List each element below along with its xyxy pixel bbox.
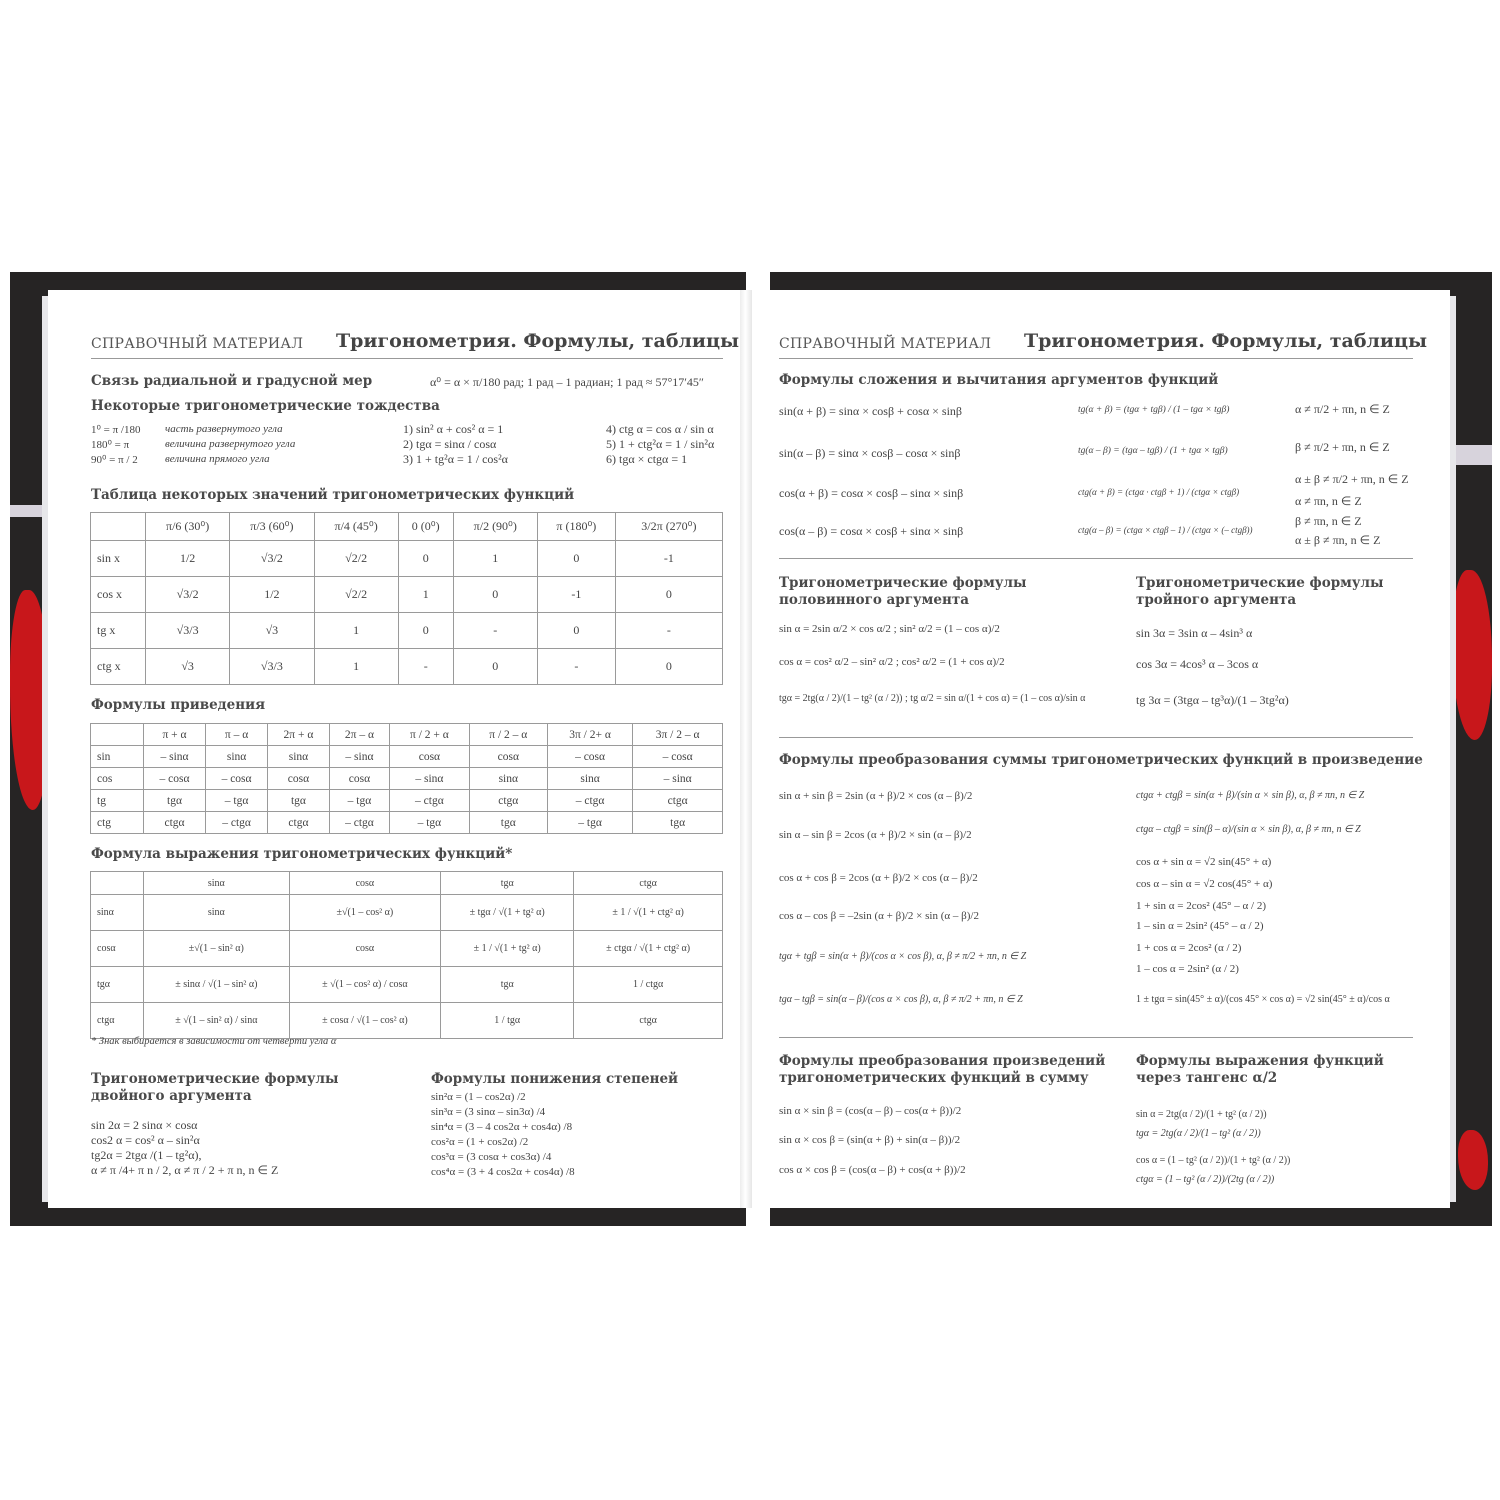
half-line-2: tgα = 2tg(α / 2)/(1 – tg² (α / 2)) ; tg α/2 = sin α/(1 + cos α) = (1 – cos α)/sin α [779, 693, 1086, 704]
reduction-table-body-cell: cos [91, 768, 144, 790]
rule-after-sum [779, 1037, 1413, 1038]
left-header-rule [91, 358, 723, 359]
reduction-table-body-row [91, 812, 723, 834]
reduction-table-body-cell: – ctgα [206, 812, 268, 834]
reduction-table-header-cell: 3π / 2 – α [633, 724, 723, 746]
addition-left-0: sin(α + β) = sinα × cosβ + cosα × sinβ [779, 404, 963, 418]
sum-right-3: cos α – sin α = √2 cos(45° + α) [1136, 878, 1273, 890]
deg-eq-1: 180⁰ = π [91, 439, 130, 451]
reduction-table-body-cell: cosα [390, 746, 470, 768]
values-table-body-cell: √3/2 [146, 577, 230, 613]
values-table-body-cell: 0 [398, 613, 453, 649]
values-table-header-cell: 3/2π (270⁰) [615, 513, 722, 541]
rule-after-half [779, 737, 1413, 738]
addition-mid-3: ctg(α – β) = (ctgα × ctgβ – 1) / (ctgα × (– ctgβ)) [1078, 525, 1253, 535]
values-table-body-row [91, 613, 723, 649]
reduction-table-body-cell: ctgα [633, 790, 723, 812]
addition-cond-1: β ≠ π/2 + πn, n ∈ Z [1295, 440, 1390, 454]
right-header-rule [779, 358, 1413, 359]
values-table [90, 512, 723, 685]
reduction-table-body-cell: tgα [633, 812, 723, 834]
values-table-body-cell: 0 [615, 577, 722, 613]
prod-line-1: sin α × cos β = (sin(α + β) + sin(α – β))/2 [779, 1134, 961, 1146]
expr-title: Формула выражения тригонометрических функций* [91, 846, 513, 862]
values-table-header-cell: π (180⁰) [537, 513, 615, 541]
sum-left-1: sin α – sin β = 2cos (α + β)/2 × sin (α – β)/2 [779, 829, 972, 841]
expr-table-body-cell: ± sinα / √(1 – sin² α) [144, 967, 290, 1003]
tan-line-1: tgα = 2tg(α / 2)/(1 – tg² (α / 2)) [1136, 1128, 1261, 1139]
deg-desc-0: часть развернутого угла [165, 423, 283, 435]
expr-table-body-cell: 1 / ctgα [574, 967, 723, 1003]
reduction-table-body-cell: sinα [206, 746, 268, 768]
reduction-table [90, 723, 723, 834]
values-table-body-cell: 1 [453, 541, 537, 577]
values-table-header-cell: π/6 (30⁰) [146, 513, 230, 541]
sum-right-8: 1 ± tgα = sin(45° ± α)/(cos 45° × cos α) = √2 sin(45° ± α)/cos α [1136, 994, 1390, 1005]
prod-line-0: sin α × sin β = (cos(α – β) – cos(α + β))/2 [779, 1105, 962, 1117]
values-table-body-cell: 0 [453, 649, 537, 685]
sum-left-3: cos α – cos β = –2sin (α + β)/2 × sin (α – β)/2 [779, 910, 979, 922]
values-table-body-cell: - [398, 649, 453, 685]
expr-table-header-row [91, 872, 723, 895]
expr-table [90, 871, 723, 1039]
expr-table-body-cell: ctgα [574, 1003, 723, 1039]
reduction-table-body-cell: – ctgα [329, 812, 389, 834]
values-table-body-cell: √3 [146, 649, 230, 685]
values-table-body-row [91, 577, 723, 613]
reduction-table-body-row [91, 790, 723, 812]
expr-table-body-row [91, 967, 723, 1003]
values-table-body-cell: 0 [615, 649, 722, 685]
reduction-table-body-cell: – sinα [329, 746, 389, 768]
reduction-table-body-cell: – tgα [547, 812, 632, 834]
triple-title-line2: тройного аргумента [1136, 592, 1297, 608]
expr-table-header-cell: cosα [289, 872, 440, 895]
tan-line-0: sin α = 2tg(α / 2)/(1 + tg² (α / 2)) [1136, 1109, 1267, 1120]
power-title: Формулы понижения степеней [431, 1071, 679, 1087]
values-table-body-cell: 0 [537, 541, 615, 577]
values-table-body-cell: 0 [537, 613, 615, 649]
values-table-body-cell: -1 [537, 577, 615, 613]
reduction-table-body-cell: tg [91, 790, 144, 812]
prod-line-2: cos α × cos β = (cos(α – β) + cos(α + β))/2 [779, 1164, 966, 1176]
reduction-table-body-cell: – tgα [329, 790, 389, 812]
expr-table-body-cell: ± tgα / √(1 + tg² α) [441, 895, 574, 931]
deg-desc-2: величина прямого угла [165, 453, 270, 465]
prod-title-line2: тригонометрических функций в сумму [779, 1070, 1089, 1086]
identity-1: 1) sin² α + cos² α = 1 [403, 422, 504, 436]
sum-left-0: sin α + sin β = 2sin (α + β)/2 × cos (α – β)/2 [779, 790, 973, 802]
sum-right-6: 1 + cos α = 2cos² (α / 2) [1136, 942, 1242, 954]
addition-cond-2: α ± β ≠ π/2 + πn, n ∈ Z [1295, 472, 1409, 486]
addition-cond-4: β ≠ πn, n ∈ Z [1295, 514, 1362, 528]
reduction-table-body-cell: ctgα [268, 812, 330, 834]
addition-cond-5: α ± β ≠ πn, n ∈ Z [1295, 533, 1381, 547]
addition-left-2: cos(α + β) = cosα × cosβ – sinα × sinβ [779, 486, 964, 500]
tan-line-3: ctgα = (1 – tg² (α / 2))/(2tg (α / 2)) [1136, 1174, 1275, 1185]
reduction-table-body-cell: – cosα [144, 768, 206, 790]
cover-edge-right [1452, 445, 1492, 465]
expr-table-body-cell: cosα [289, 931, 440, 967]
power-line-0: sin²α = (1 – cos2α) /2 [431, 1091, 526, 1103]
values-table-body-cell: √2/2 [314, 577, 398, 613]
values-table-body-cell: ctg x [91, 649, 146, 685]
values-table-body-cell: √3/3 [230, 649, 314, 685]
reduction-table-header-cell: π / 2 + α [390, 724, 470, 746]
power-line-3: cos²α = (1 + cos2α) /2 [431, 1136, 529, 1148]
expr-table-body-cell: sinα [144, 895, 290, 931]
expr-table-body-cell: ± cosα / √(1 – cos² α) [289, 1003, 440, 1039]
values-table-body-cell: 1 [398, 577, 453, 613]
values-table-body-cell: √3/3 [146, 613, 230, 649]
values-table-body-cell: - [453, 613, 537, 649]
double-title-line1: Тригонометрические формулы [91, 1071, 339, 1087]
reduction-table-body-cell: tgα [268, 790, 330, 812]
reduction-table-body-cell: sinα [547, 768, 632, 790]
values-table-body-cell: 1 [314, 613, 398, 649]
sum-right-1: ctgα – ctgβ = sin(β – α)/(sin α × sin β), α, β ≠ πn, n ∈ Z [1136, 824, 1361, 835]
values-table-body-cell: √2/2 [314, 541, 398, 577]
expr-table-body-row [91, 895, 723, 931]
addition-left-3: cos(α – β) = cosα × cosβ + sinα × sinβ [779, 524, 964, 538]
expr-table-body-cell: ±√(1 – sin² α) [144, 931, 290, 967]
double-line-2: tg2α = 2tgα /(1 – tg²α), [91, 1148, 202, 1162]
reduction-table-body-cell: – tgα [390, 812, 470, 834]
expr-table-body-cell: ± √(1 – sin² α) / sinα [144, 1003, 290, 1039]
reduction-table-header-cell: π – α [206, 724, 268, 746]
reduction-table-body-row [91, 768, 723, 790]
expr-table-body-cell: sinα [91, 895, 144, 931]
values-table-header-cell: π/2 (90⁰) [453, 513, 537, 541]
values-table-body-cell: 1/2 [230, 577, 314, 613]
power-line-4: cos³α = (3 cosα + cos3α) /4 [431, 1151, 552, 1163]
book-spine [740, 290, 752, 1208]
values-table-header-cell: π/4 (45⁰) [314, 513, 398, 541]
deg-desc-1: величина развернутого угла [165, 438, 296, 450]
half-title-line1: Тригонометрические формулы [779, 575, 1027, 591]
reduction-table-body-cell: sinα [268, 746, 330, 768]
expr-table-body-cell: tgα [91, 967, 144, 1003]
reduction-table-body-cell: – cosα [547, 746, 632, 768]
reduction-table-body-cell: – sinα [144, 746, 206, 768]
identity-5: 5) 1 + ctg²α = 1 / sin²α [606, 437, 715, 451]
values-table-body-cell: √3 [230, 613, 314, 649]
power-line-1: sin³α = (3 sinα – sin3α) /4 [431, 1106, 546, 1118]
double-line-0: sin 2α = 2 sinα × cosα [91, 1118, 198, 1132]
double-line-1: cos2 α = cos² α – sin²α [91, 1133, 200, 1147]
expr-table-header-cell [91, 872, 144, 895]
values-table-header-cell: 0 (0⁰) [398, 513, 453, 541]
values-table-body-cell: √3/2 [230, 541, 314, 577]
reduction-table-body-cell: – cosα [206, 768, 268, 790]
sum-right-4: 1 + sin α = 2cos² (45° – α / 2) [1136, 900, 1267, 912]
values-table-header-cell [91, 513, 146, 541]
reduction-title: Формулы приведения [91, 697, 266, 713]
reduction-table-body-cell: tgα [144, 790, 206, 812]
radian-formula: α⁰ = α × π/180 рад; 1 рад – 1 радиан; 1 рад ≈ 57°17′45″ [430, 375, 704, 389]
power-line-5: cos⁴α = (3 + 4 cos2α + cos4α) /8 [431, 1166, 575, 1178]
addition-mid-2: ctg(α + β) = (ctgα · ctgβ + 1) / (ctgα × ctgβ) [1078, 487, 1240, 497]
reduction-table-body-cell: – tgα [206, 790, 268, 812]
double-title-line2: двойного аргумента [91, 1088, 252, 1104]
values-table-body-cell: cos x [91, 577, 146, 613]
values-table-body-row [91, 541, 723, 577]
reduction-table-body-cell: sinα [469, 768, 547, 790]
values-table-body-cell: 0 [453, 577, 537, 613]
triple-line-2: tg 3α = (3tgα – tg³α)/(1 – 3tg²α) [1136, 693, 1289, 707]
sum-right-7: 1 – cos α = 2sin² (α / 2) [1136, 963, 1239, 975]
reduction-table-header-cell: π + α [144, 724, 206, 746]
values-table-body-cell: sin x [91, 541, 146, 577]
values-table-body-cell: 1/2 [146, 541, 230, 577]
half-line-0: sin α = 2sin α/2 × cos α/2 ; sin² α/2 = (1 – cos α)/2 [779, 623, 1000, 635]
values-table-header-row [91, 513, 723, 541]
prod-title-line1: Формулы преобразования произведений [779, 1053, 1106, 1069]
triple-line-0: sin 3α = 3sin α – 4sin³ α [1136, 626, 1253, 640]
expr-table-body-cell: ± 1 / √(1 + ctg² α) [574, 895, 723, 931]
expr-table-header-cell: ctgα [574, 872, 723, 895]
right-header-title: Тригонометрия. Формулы, таблицы [1024, 330, 1428, 352]
expr-table-body-cell: ± ctgα / √(1 + ctg² α) [574, 931, 723, 967]
sum-left-5: tgα – tgβ = sin(α – β)/(cos α × cos β), α, β ≠ π/2 + πn, n ∈ Z [779, 994, 1023, 1005]
reduction-table-body-cell: – sinα [633, 768, 723, 790]
reduction-table-header-cell: π / 2 – α [469, 724, 547, 746]
addition-title: Формулы сложения и вычитания аргументов функций [779, 372, 1219, 388]
reduction-table-body-cell: – cosα [633, 746, 723, 768]
sum-left-2: cos α + cos β = 2cos (α + β)/2 × cos (α – β)/2 [779, 872, 978, 884]
tan-title-line1: Формулы выражения функций [1136, 1053, 1384, 1069]
reduction-table-header-row [91, 724, 723, 746]
values-table-body-row [91, 649, 723, 685]
reduction-table-body-cell: cosα [329, 768, 389, 790]
identities-title: Некоторые тригонометрические тождества [91, 398, 440, 414]
reduction-table-body-row [91, 746, 723, 768]
addition-left-1: sin(α – β) = sinα × cosβ – cosα × sinβ [779, 446, 961, 460]
half-line-1: cos α = cos² α/2 – sin² α/2 ; cos² α/2 = (1 + cos α)/2 [779, 656, 1005, 668]
radian-title: Связь радиальной и градусной мер [91, 373, 373, 389]
reduction-table-header-cell: 2π – α [329, 724, 389, 746]
half-title-line2: половинного аргумента [779, 592, 969, 608]
addition-cond-0: α ≠ π/2 + πn, n ∈ Z [1295, 402, 1390, 416]
reduction-table-body-cell: – sinα [390, 768, 470, 790]
double-line-3: α ≠ π /4+ π n / 2, α ≠ π / 2 + π n, n ∈ Z [91, 1163, 279, 1177]
expr-table-body-cell: ± √(1 – cos² α) / cosα [289, 967, 440, 1003]
left-header-title: Тригонометрия. Формулы, таблицы [336, 330, 740, 352]
reduction-table-body-cell: sin [91, 746, 144, 768]
values-table-body-cell: 0 [398, 541, 453, 577]
expr-table-body-cell: ± 1 / √(1 + tg² α) [441, 931, 574, 967]
reduction-table-header-cell [91, 724, 144, 746]
reduction-table-body-cell: ctgα [144, 812, 206, 834]
deg-eq-0: 1⁰ = π /180 [91, 424, 141, 436]
tan-line-2: cos α = (1 – tg² (α / 2))/(1 + tg² (α / 2)) [1136, 1155, 1291, 1166]
sum-right-2: cos α + sin α = √2 sin(45° + α) [1136, 856, 1272, 868]
expr-table-body-cell: 1 / tgα [441, 1003, 574, 1039]
expr-table-body-cell: ±√(1 – cos² α) [289, 895, 440, 931]
tan-title-line2: через тангенс α/2 [1136, 1070, 1278, 1086]
values-table-body-cell: - [615, 613, 722, 649]
addition-mid-1: tg(α – β) = (tgα – tgβ) / (1 + tgα × tgβ) [1078, 446, 1228, 456]
identity-6: 6) tgα × ctgα = 1 [606, 452, 688, 466]
reduction-table-header-cell: 2π + α [268, 724, 330, 746]
expr-table-body-row [91, 1003, 723, 1039]
left-header-small: СПРАВОЧНЫЙ МАТЕРИАЛ [91, 336, 304, 352]
reduction-table-body-cell: ctgα [469, 790, 547, 812]
page-stack-right [1450, 296, 1456, 1202]
reduction-table-body-cell: cosα [469, 746, 547, 768]
identity-3: 3) 1 + tg²α = 1 / cos²α [403, 452, 508, 466]
right-header-small: СПРАВОЧНЫЙ МАТЕРИАЛ [779, 336, 992, 352]
expr-table-body-cell: tgα [441, 967, 574, 1003]
deg-eq-2: 90⁰ = π / 2 [91, 454, 138, 466]
expr-table-header-cell: sinα [144, 872, 290, 895]
reduction-table-body-cell: – ctgα [390, 790, 470, 812]
rule-after-addition [779, 558, 1413, 559]
values-table-body-cell: -1 [615, 541, 722, 577]
reduction-table-body-cell: cosα [268, 768, 330, 790]
addition-cond-3: α ≠ πn, n ∈ Z [1295, 494, 1362, 508]
values-table-body-cell: tg x [91, 613, 146, 649]
sum-title: Формулы преобразования суммы тригонометрических функций в произведение [779, 752, 1423, 768]
values-table-title: Таблица некоторых значений тригонометрических функций [91, 487, 575, 503]
sum-right-0: ctgα + ctgβ = sin(α + β)/(sin α × sin β), α, β ≠ πn, n ∈ Z [1136, 790, 1365, 801]
triple-title-line1: Тригонометрические формулы [1136, 575, 1384, 591]
expr-table-body-row [91, 931, 723, 967]
sum-right-5: 1 – sin α = 2sin² (45° – α / 2) [1136, 920, 1264, 932]
values-table-body-cell: 1 [314, 649, 398, 685]
identity-4: 4) ctg α = cos α / sin α [606, 422, 714, 436]
values-table-body-cell: - [537, 649, 615, 685]
reduction-table-body-cell: tgα [469, 812, 547, 834]
values-table-header-cell: π/3 (60⁰) [230, 513, 314, 541]
reduction-table-header-cell: 3π / 2+ α [547, 724, 632, 746]
power-line-2: sin⁴α = (3 – 4 cos2α + cos4α) /8 [431, 1121, 573, 1133]
expr-table-body-cell: cosα [91, 931, 144, 967]
addition-mid-0: tg(α + β) = (tgα + tgβ) / (1 – tgα × tgβ) [1078, 405, 1230, 415]
expr-table-header-cell: tgα [441, 872, 574, 895]
reduction-table-body-cell: ctg [91, 812, 144, 834]
sign-footnote: * Знак выбирается в зависимости от четверти угла α [91, 1036, 337, 1047]
identity-2: 2) tgα = sinα / cosα [403, 437, 497, 451]
sum-left-4: tgα + tgβ = sin(α + β)/(cos α × cos β), α, β ≠ π/2 + πn, n ∈ Z [779, 951, 1027, 962]
expr-table-body-cell: ctgα [91, 1003, 144, 1039]
reduction-table-body-cell: – ctgα [547, 790, 632, 812]
triple-line-1: cos 3α = 4cos³ α – 3cos α [1136, 657, 1259, 671]
